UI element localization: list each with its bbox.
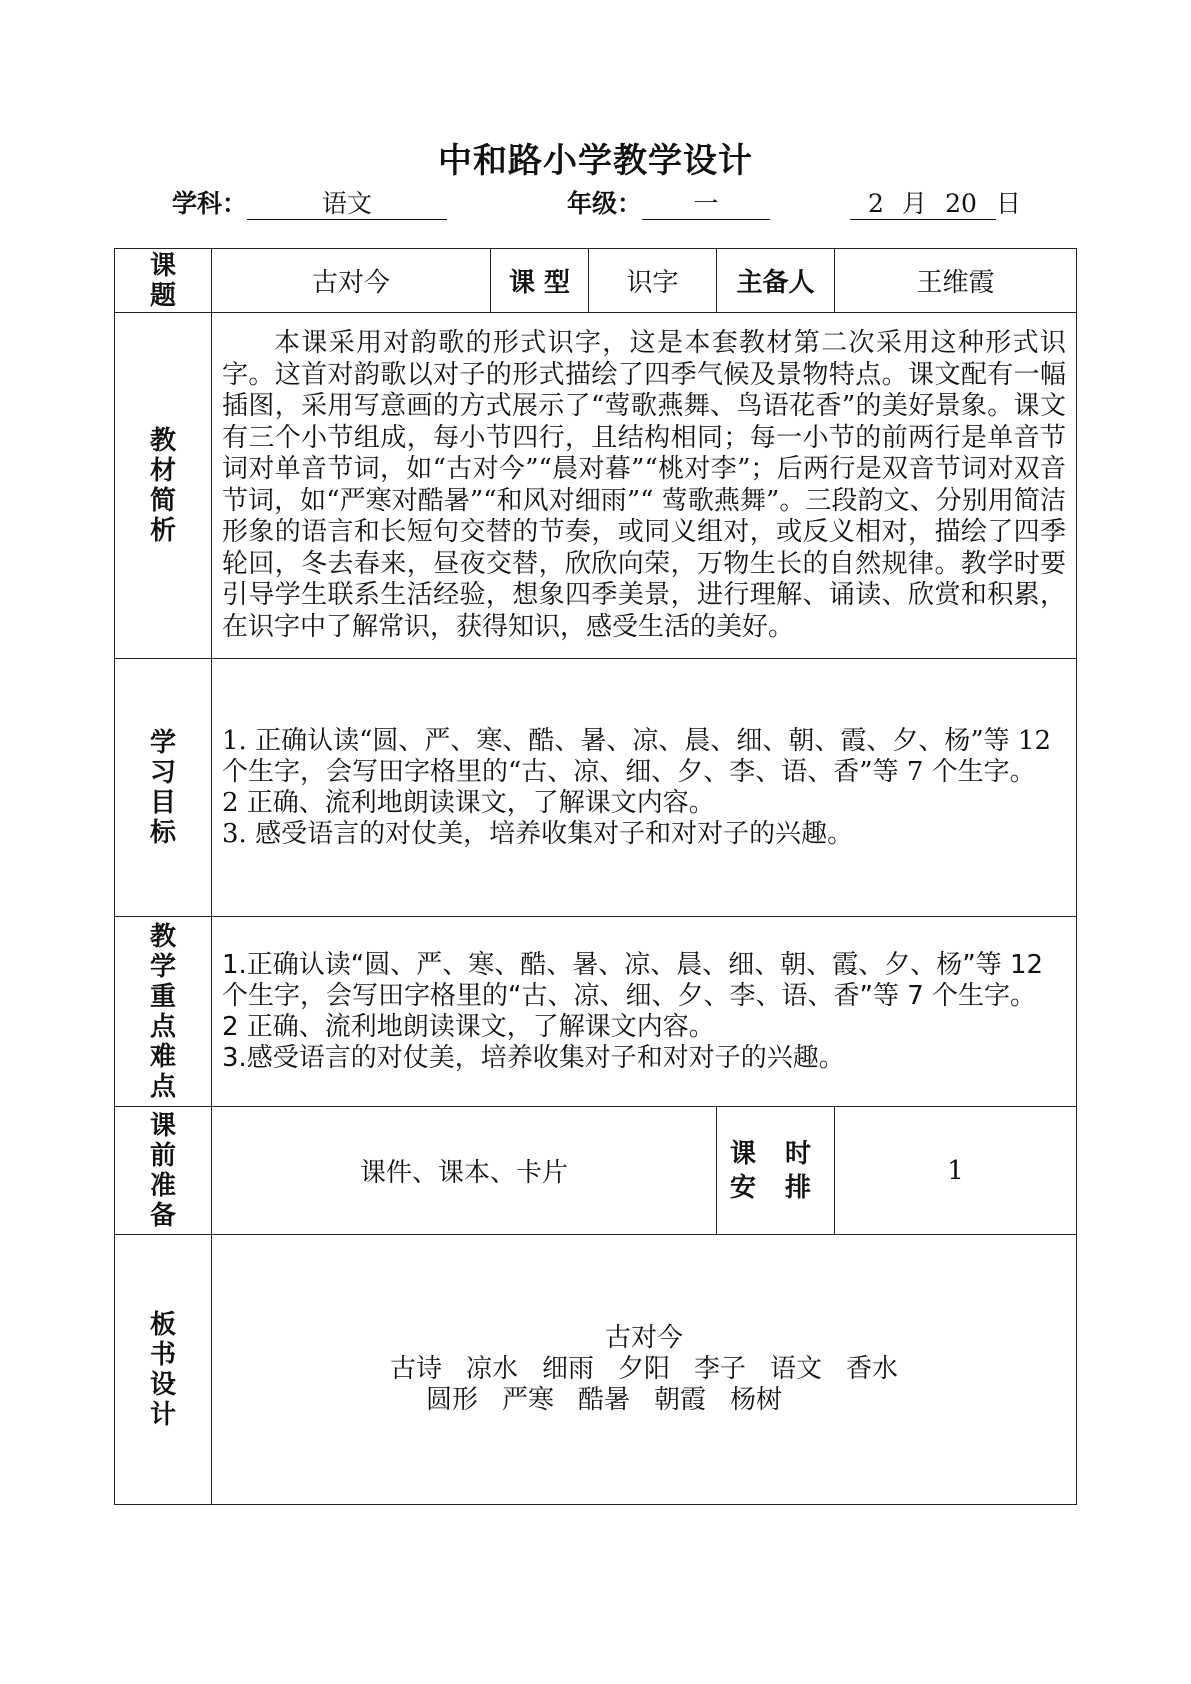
subject-label: 学科：: [172, 189, 248, 218]
board-word: 酷暑: [577, 1385, 630, 1415]
prep-label-cell: [115, 1107, 212, 1235]
goal-item: 2 正确、流利地朗读课文，了解课文内容。: [222, 787, 715, 818]
board-word: 细雨: [541, 1354, 594, 1384]
analysis-cell: [212, 313, 1077, 659]
keypoints-row: [115, 917, 1077, 1107]
keypoints-cell: [212, 917, 1077, 1107]
goals-label: 学习目标: [149, 727, 176, 848]
preparer-value: 王维霞: [835, 249, 1077, 313]
time-value: 1: [835, 1107, 1077, 1235]
board-word: 夕阳: [617, 1354, 670, 1384]
time-label-line1: 课 时: [729, 1138, 822, 1169]
subject-value: 语文: [247, 189, 447, 220]
keypoints-label-cell: [115, 917, 212, 1107]
keypoint-item: 3.感受语言的对仗美，培养收集对子和对对子的兴趣。: [222, 1042, 845, 1073]
keypoint-item: 2 正确、流利地朗读课文，了解课文内容。: [222, 1011, 715, 1042]
day-value: 20: [926, 189, 996, 220]
analysis-row: [115, 313, 1077, 659]
topic-label: 课题: [149, 250, 176, 311]
board-word: 李子: [694, 1354, 747, 1384]
board-label: 板书设计: [149, 1309, 176, 1430]
goals-label-cell: [115, 659, 212, 917]
lesson-table: [114, 248, 1077, 1505]
board-word: 凉水: [465, 1354, 518, 1384]
day-label: 日: [996, 189, 1022, 218]
analysis-text: 本课采用对韵歌的形式识字，这是本套教材第二次采用这种形式识字。这首对韵歌以对子的形式描绘了四季气候及景物特点。课文配有一幅插图，采用写意画的方式展示了“莺歌燕舞、鸟语花香”的美好景象。课文有三个小节组成，每小节四行，且结构相同；每一小节的前两行是单音节词对单音节词，如“古对今”“晨对暮”“桃对李”；后两行是双音节词对双音节词，如“严寒对酷暑”“和风对细雨”“ 莺歌燕舞”。三段韵文、分别用简洁形象的语言和长短句交替的节奏，或同义组对，或反义相对，描绘了四季轮回，冬去春来，昼夜交替，欣欣向荣，万物生长的自然规律。教学时要引导学生联系生活经验，想象四季美景，进行理解、诵读、欣赏和积累，在识字中了解常识，获得知识，感受生活的美好。: [222, 328, 1066, 642]
board-word: 香水: [846, 1354, 899, 1384]
analysis-label-cell: [115, 313, 212, 659]
subject-field: [172, 186, 447, 222]
grade-value: 一: [642, 189, 770, 220]
preparer-label: 主备人: [717, 249, 835, 313]
date-field: [850, 186, 1021, 222]
board-cell: [212, 1235, 1077, 1505]
prep-label: 课前准备: [149, 1110, 176, 1231]
grade-label: 年级：: [567, 189, 643, 218]
type-label: 课 型: [491, 249, 589, 313]
board-word: 语文: [770, 1354, 823, 1384]
topic-label-cell: [115, 249, 212, 313]
goal-item: 3. 感受语言的对仗美，培养收集对子和对对子的兴趣。: [222, 818, 854, 849]
goal-item: 1. 正确认读“圆、严、寒、酷、暑、凉、晨、细、朝、霞、夕、杨”等 12 个生字，会写田字格里的“古、凉、细、夕、李、语、香”等 7 个生字。: [222, 725, 1052, 787]
board-word: 严寒: [501, 1385, 554, 1415]
time-label-cell: [717, 1107, 835, 1235]
board-label-cell: [115, 1235, 212, 1505]
board-word: 圆形: [425, 1385, 478, 1415]
page-title: 中和路小学教学设计: [438, 141, 753, 181]
board-row: [115, 1235, 1077, 1505]
prep-row: [115, 1107, 1077, 1235]
topic-value: 古对今: [212, 249, 491, 313]
month-label: 月: [902, 189, 928, 218]
topic-row: [115, 249, 1077, 313]
board-word: 杨树: [730, 1385, 783, 1415]
grade-field: [567, 186, 770, 222]
goals-cell: [212, 659, 1077, 917]
time-label-line2: 安 排: [729, 1172, 822, 1203]
keypoint-item: 1.正确认读“圆、严、寒、酷、暑、凉、晨、细、朝、霞、夕、杨”等 12 个生字，会写田字格里的“古、凉、细、夕、李、语、香”等 7 个生字。: [222, 949, 1044, 1011]
month-value: 2: [850, 189, 902, 220]
analysis-label: 教材简析: [149, 425, 176, 546]
prep-value: 课件、课本、卡片: [212, 1107, 717, 1235]
board-heading: 古对今: [604, 1323, 683, 1353]
board-line-2: [212, 1385, 1076, 1416]
board-word: 朝霞: [654, 1385, 707, 1415]
board-line-1: [212, 1354, 1076, 1385]
board-word: 古诗: [389, 1354, 442, 1384]
goals-row: [115, 659, 1077, 917]
type-value: 识字: [589, 249, 717, 313]
keypoints-label: 教学重点难点: [149, 921, 176, 1102]
